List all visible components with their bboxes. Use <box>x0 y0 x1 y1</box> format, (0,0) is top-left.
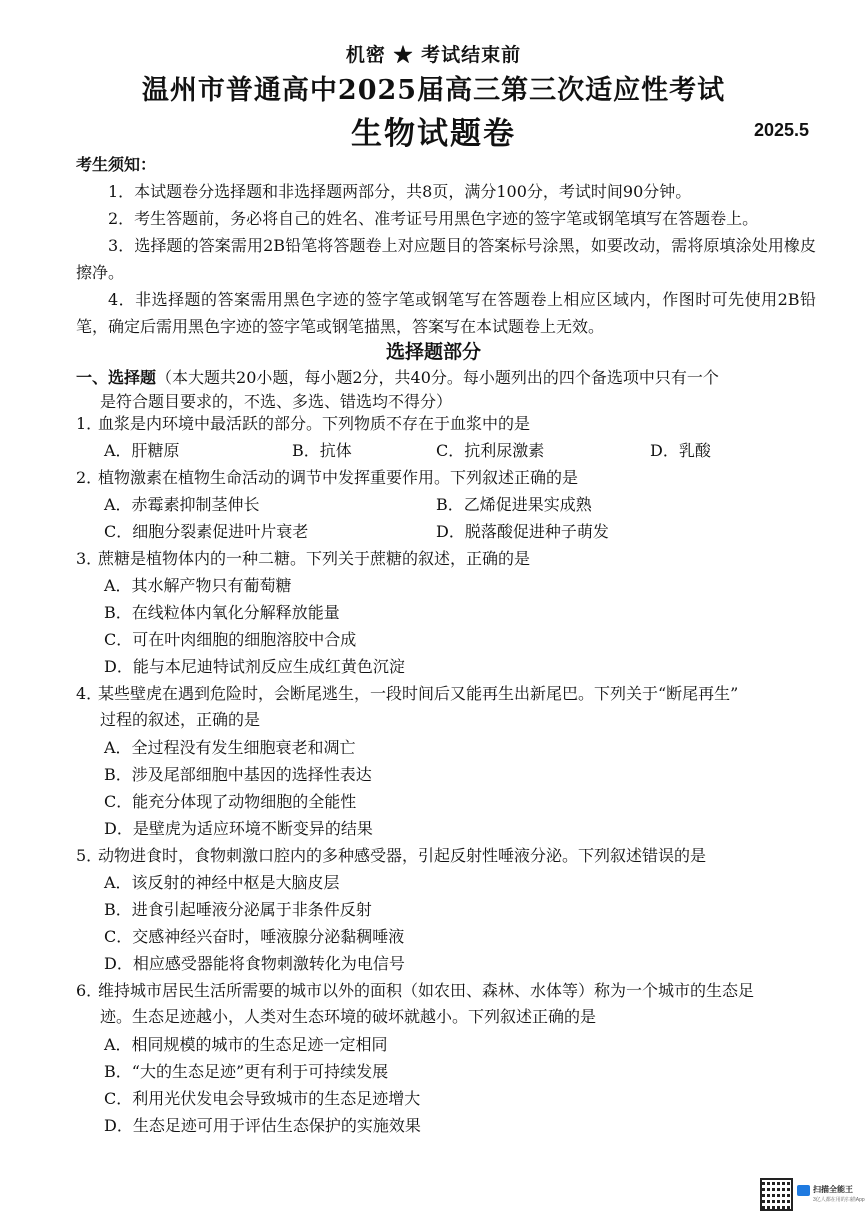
confidential-notice: 机密 ★ 考试结束前 <box>345 44 522 66</box>
scanner-tagline: 3亿人都在用的扫描App <box>813 1197 865 1203</box>
question-number: 6． <box>76 981 103 1000</box>
option-a: A．赤霉素抑制茎伸长 <box>104 495 260 514</box>
part-desc-line2: 是符合题目要求的，不选、多选、错选均不得分） <box>100 392 453 411</box>
notice-heading: 考生须知： <box>76 155 157 174</box>
option-d: D．是壁虎为适应环境不断变异的结果 <box>104 819 373 838</box>
question-stem: 蔗糖是植物体内的一种二糖。下列关于蔗糖的叙述，正确的是 <box>98 549 531 568</box>
scanner-watermark <box>797 1184 865 1208</box>
question-number: 3． <box>76 549 103 568</box>
part-label: 一、选择题 <box>76 368 157 387</box>
question-number: 4． <box>76 684 103 703</box>
question-4 <box>76 681 821 733</box>
question-3 <box>76 546 821 572</box>
option-d: D．乳酸 <box>650 441 711 460</box>
question-5 <box>76 843 821 869</box>
question-stem-cont: 迹。生态足迹越小，人类对生态环境的破坏就越小。下列叙述正确的是 <box>100 1007 597 1026</box>
exam-date: 2025.5 <box>753 120 809 140</box>
option-b: B．乙烯促进果实成熟 <box>436 495 592 514</box>
question-stem: 动物进食时，食物刺激口腔内的多种感受器，引起反射性唾液分泌。下列叙述错误的是 <box>98 846 707 865</box>
question-6 <box>76 978 821 1030</box>
part-desc-line1: （本大题共20小题，每小题2分，共40分。每小题列出的四个备选项中只有一个 <box>156 368 719 387</box>
option-c: C．能充分体现了动物细胞的全能性 <box>104 792 357 811</box>
option-c: C．细胞分裂素促进叶片衰老 <box>104 522 309 541</box>
option-d: D．脱落酸促进种子萌发 <box>436 522 609 541</box>
question-number: 2． <box>76 468 103 487</box>
question-1 <box>76 411 821 437</box>
notice-item: 4．非选择题的答案需用黑色字迹的签字笔或钢笔写在答题卷上相应区域内，作图时可先使用2B铅笔，确定后需用黑色字迹的签字笔或钢笔描黑，答案写在本试题卷上无效。 <box>76 290 816 336</box>
exam-title: 温州市普通高中2025届高三第三次适应性考试 <box>141 75 726 106</box>
question-number: 5． <box>76 846 103 865</box>
question-stem: 植物激素在植物生命活动的调节中发挥重要作用。下列叙述正确的是 <box>98 468 579 487</box>
option-c: C．利用光伏发电会导致城市的生态足迹增大 <box>104 1089 421 1108</box>
option-b: B．进食引起唾液分泌属于非条件反射 <box>104 900 372 919</box>
option-c: C．可在叶肉细胞的细胞溶胶中合成 <box>104 630 357 649</box>
option-d: D．能与本尼迪特试剂反应生成红黄色沉淀 <box>104 657 405 676</box>
option-c: C．交感神经兴奋时，唾液腺分泌黏稠唾液 <box>104 927 405 946</box>
notice-item: 1．本试题卷分选择题和非选择题两部分，共8页，满分100分，考试时间90分钟。 <box>108 182 692 201</box>
option-b: B．在线粒体内氧化分解释放能量 <box>104 603 340 622</box>
scanner-brand: 扫描全能王 <box>813 1185 853 1194</box>
option-a: A．全过程没有发生细胞衰老和凋亡 <box>104 738 356 757</box>
subject-title: 生物试题卷 <box>351 116 516 152</box>
option-b: B．抗体 <box>292 441 352 460</box>
question-2 <box>76 465 821 491</box>
option-d: D．生态足迹可用于评估生态保护的实施效果 <box>104 1116 421 1135</box>
question-stem: 血浆是内环境中最活跃的部分。下列物质不存在于血浆中的是 <box>98 414 531 433</box>
option-b: B．“大的生态足迹”更有利于可持续发展 <box>104 1062 389 1081</box>
question-stem: 某些壁虎在遇到危险时，会断尾逃生，一段时间后又能再生出新尾巴。下列关于“断尾再生” <box>98 684 739 703</box>
option-a: A．相同规模的城市的生态足迹一定相同 <box>104 1035 388 1054</box>
scanner-logo-icon <box>797 1185 810 1196</box>
question-stem-cont: 过程的叙述，正确的是 <box>100 710 261 729</box>
option-d: D．相应感受器能将食物刺激转化为电信号 <box>104 954 405 973</box>
candidate-notice <box>76 151 816 340</box>
option-b: B．涉及尾部细胞中基因的选择性表达 <box>104 765 372 784</box>
section-title: 选择题部分 <box>385 341 481 363</box>
option-c: C．抗利尿激素 <box>436 441 545 460</box>
notice-item: 2．考生答题前，务必将自己的姓名、准考证号用黑色字迹的签字笔或钢笔填写在答题卷上。 <box>108 209 759 228</box>
question-stem: 维持城市居民生活所需要的城市以外的面积（如农田、森林、水体等）称为一个城市的生态足 <box>98 981 755 1000</box>
notice-item: 3．选择题的答案需用2B铅笔将答题卷上对应题目的答案标号涂黑，如要改动，需将原填涂处用橡皮擦净。 <box>76 236 816 282</box>
option-a: A．该反射的神经中枢是大脑皮层 <box>104 873 340 892</box>
question-number: 1． <box>76 414 103 433</box>
qr-code-icon <box>760 1178 793 1211</box>
part-instructions <box>76 366 821 414</box>
option-a: A．其水解产物只有葡萄糖 <box>104 576 292 595</box>
option-a: A．肝糖原 <box>104 441 180 460</box>
